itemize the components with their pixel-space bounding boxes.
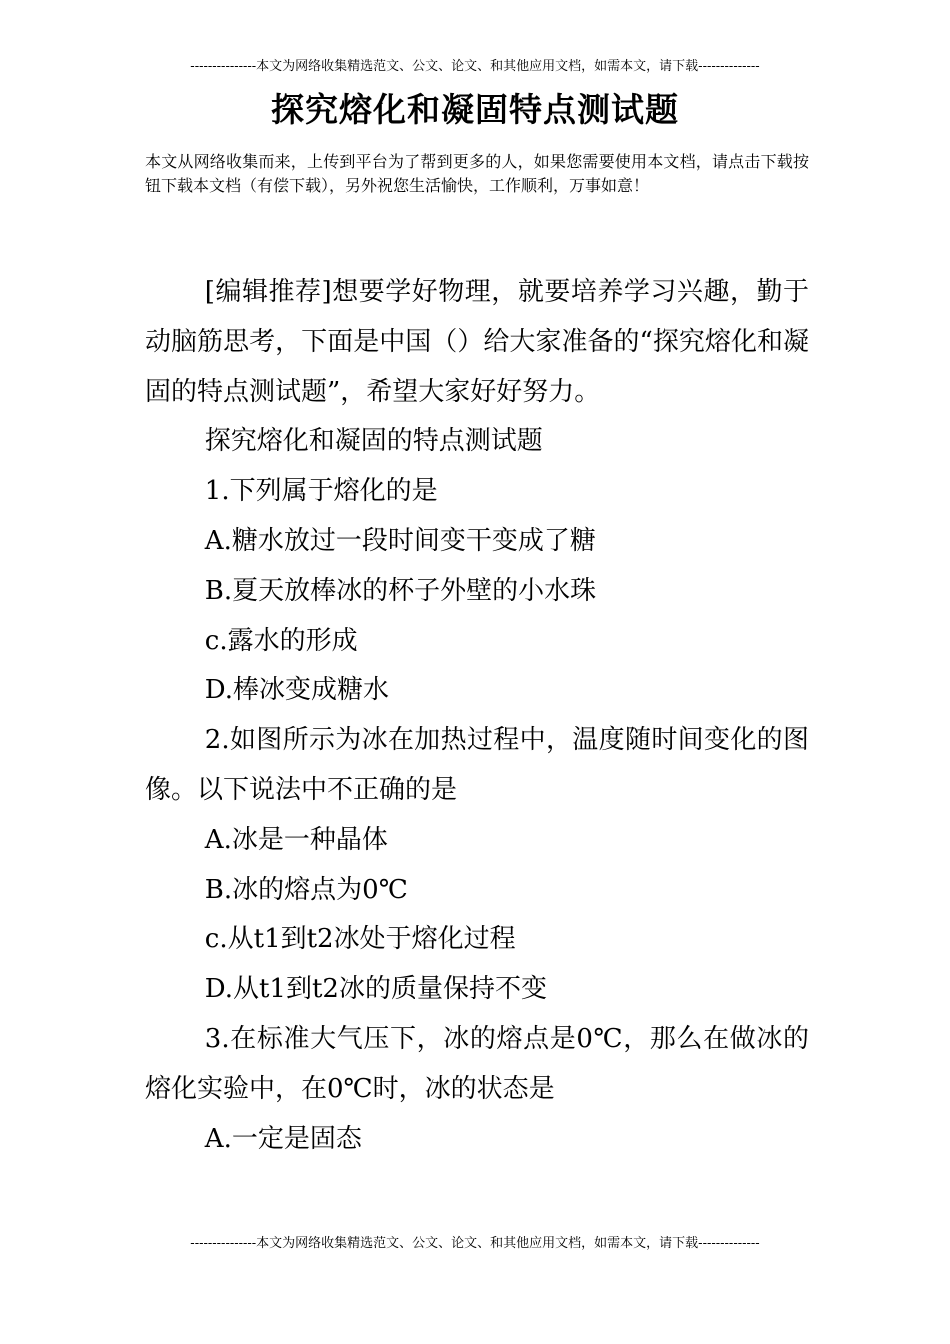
question-2: 2.如图所示为冰在加热过程中，温度随时间变化的图像。以下说法中不正确的是 <box>145 725 809 805</box>
page-title: 探究熔化和凝固特点测试题 <box>271 90 679 129</box>
intro-text: 本文从网络收集而来，上传到平台为了帮到更多的人，如果您需要使用本文档，请点击下载按钮下载本文档（有偿下载），另外祝您生活愉快，工作顺利，万事如意！ <box>145 152 809 195</box>
paragraph-editor-recommend: [编辑推荐]想要学好物理，就要培养学习兴趣，勤于动脑筋思考，下面是中国（）给大家准备的“探究熔化和凝固的特点测试题”，希望大家好好努力。 <box>145 277 809 407</box>
question-2-option-a: A.冰是一种晶体 <box>204 824 388 855</box>
header-banner: ---------------本文为网络收集精选范文、公文、论文、和其他应用文档，如需本文，请下载-------------- <box>190 59 760 74</box>
question-2-option-b: B.冰的熔点为0℃ <box>204 874 408 905</box>
document-body <box>145 268 809 1164</box>
question-1: 1.下列属于熔化的是 <box>204 476 438 507</box>
question-1-option-d: D.棒冰变成糖水 <box>204 675 389 706</box>
question-1-option-b: B.夏天放棒冰的杯子外壁的小水珠 <box>204 575 597 606</box>
footer-banner: ---------------本文为网络收集精选范文、公文、论文、和其他应用文档，如需本文，请下载-------------- <box>190 1236 760 1251</box>
question-3: 3.在标准大气压下，冰的熔点是0℃，那么在做冰的熔化实验中，在0℃时，冰的状态是 <box>145 1023 809 1104</box>
question-3-option-a: A.一定是固态 <box>204 1123 362 1154</box>
paragraph-section-title: 探究熔化和凝固的特点测试题 <box>204 426 543 457</box>
question-1-option-a: A.糖水放过一段时间变干变成了糖 <box>204 525 596 556</box>
question-1-option-c: c.露水的形成 <box>204 625 358 656</box>
question-2-option-d: D.从t1到t2冰的质量保持不变 <box>204 974 547 1005</box>
question-2-option-c: c.从t1到t2冰处于熔化过程 <box>204 924 516 955</box>
